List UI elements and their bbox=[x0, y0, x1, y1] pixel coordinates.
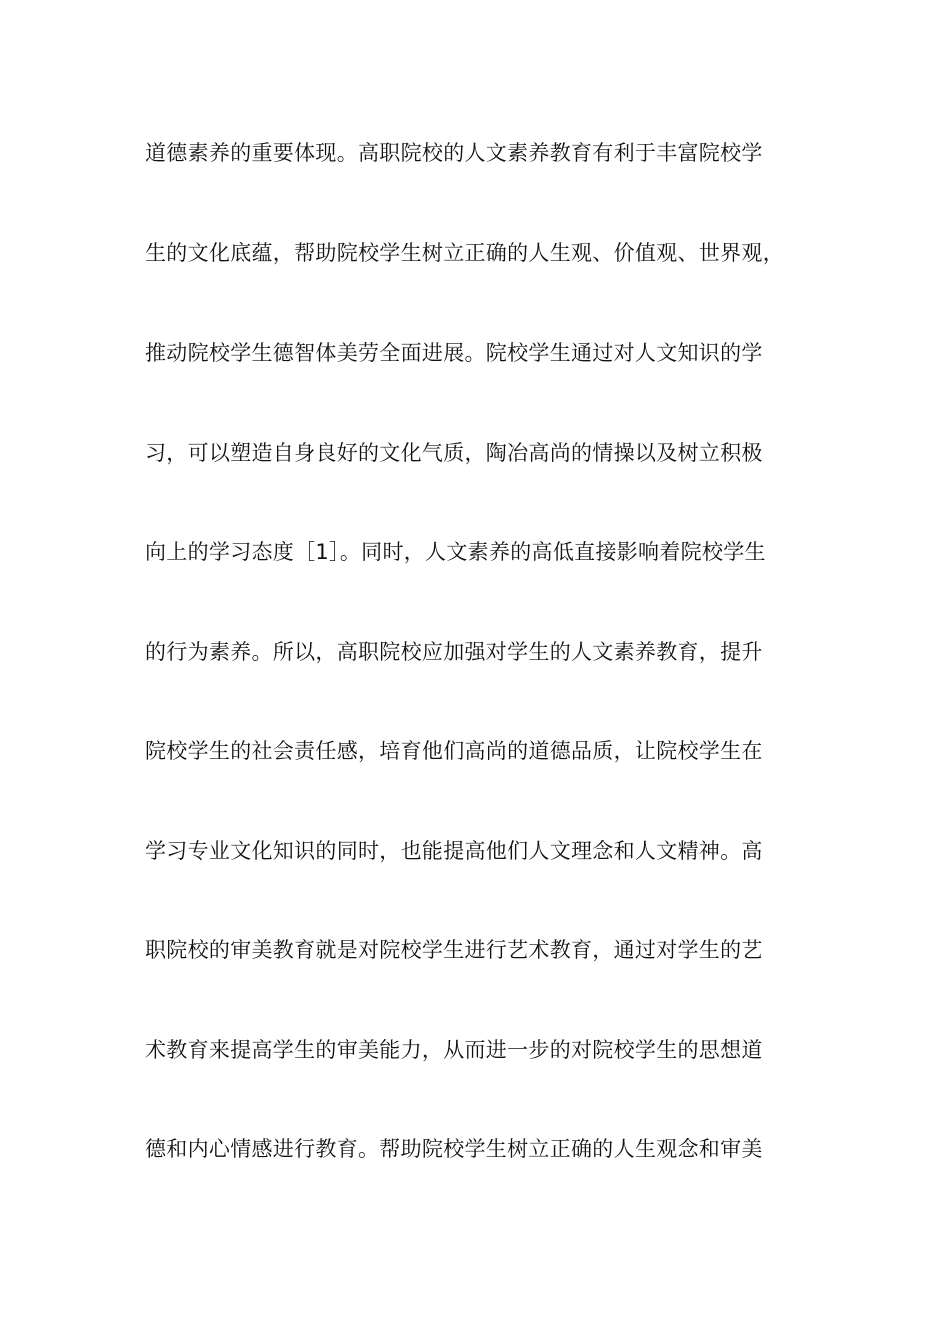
text-line: 的行为素养。所以，高职院校应加强对学生的人文素养教育，提升 bbox=[145, 640, 763, 664]
text-line: 职院校的审美教育就是对院校学生进行艺术教育，通过对学生的艺 bbox=[145, 938, 763, 962]
text-line: 向上的学习态度［1］。同时，人文素养的高低直接影响着院校学生 bbox=[145, 540, 766, 564]
text-line: 院校学生的社会责任感，培育他们高尚的道德品质，让院校学生在 bbox=[145, 739, 763, 763]
text-line: 生的文化底蕴，帮助院校学生树立正确的人生观、价值观、世界观， bbox=[145, 241, 784, 265]
text-line: 推动院校学生德智体美劳全面进展。院校学生通过对人文知识的学 bbox=[145, 341, 763, 365]
text-line: 德和内心情感进行教育。帮助院校学生树立正确的人生观念和审美 bbox=[145, 1137, 763, 1161]
text-line: 术教育来提高学生的审美能力，从而进一步的对院校学生的思想道 bbox=[145, 1038, 763, 1062]
text-line: 习，可以塑造自身良好的文化气质，陶冶高尚的情操以及树立积极 bbox=[145, 441, 763, 465]
text-line: 学习专业文化知识的同时，也能提高他们人文理念和人文精神。高 bbox=[145, 839, 763, 863]
text-line: 道德素养的重要体现。高职院校的人文素养教育有利于丰富院校学 bbox=[145, 141, 763, 165]
